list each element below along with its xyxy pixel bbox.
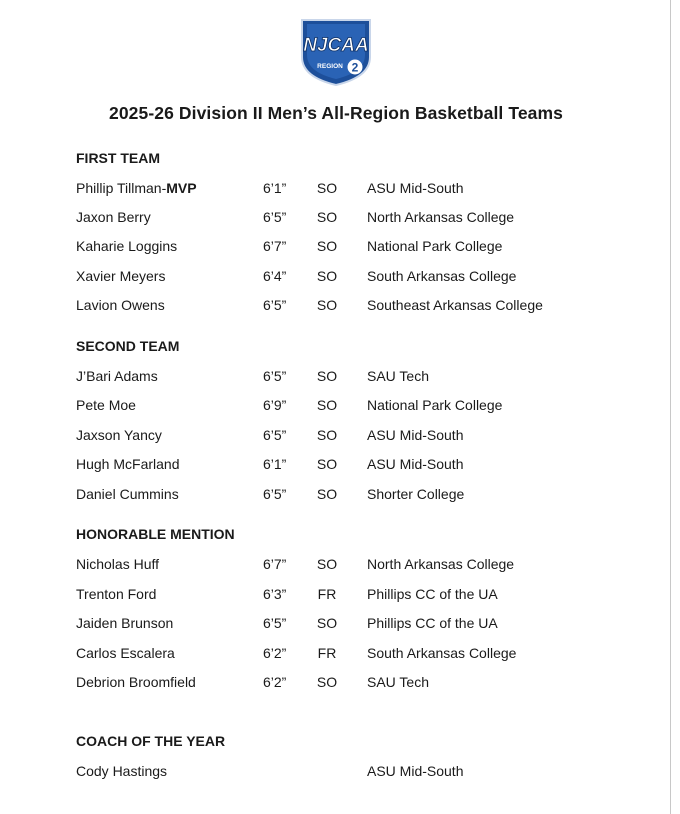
logo-region-number: 2: [351, 60, 359, 75]
mvp-label: MVP: [166, 180, 197, 196]
player-school: North Arkansas College: [367, 209, 515, 225]
player-class: FR: [317, 586, 337, 602]
player-school: ASU Mid-South: [367, 427, 464, 443]
njcaa-region-2-logo: [297, 17, 375, 87]
first-team-heading: FIRST TEAM: [76, 150, 160, 166]
player-school: ASU Mid-South: [367, 180, 464, 196]
player-name: Carlos Escalera: [76, 645, 175, 661]
honorable-mention-heading: HONORABLE MENTION: [76, 526, 235, 542]
player-height: 6’7”: [263, 238, 287, 254]
player-height: 6’5”: [263, 368, 287, 384]
player-height: 6’4”: [263, 268, 287, 284]
player-name: Daniel Cummins: [76, 486, 179, 502]
player-name: Jaiden Brunson: [76, 615, 174, 631]
first-team-row: [76, 297, 636, 317]
honorable-mention-row: [76, 586, 636, 606]
player-school: National Park College: [367, 238, 503, 254]
second-team-row: [76, 368, 636, 388]
second-team-row: [76, 427, 636, 447]
first-team-row: [76, 209, 636, 229]
player-name: Trenton Ford: [76, 586, 157, 602]
player-name: Lavion Owens: [76, 297, 165, 313]
player-school: Phillips CC of the UA: [367, 615, 498, 631]
honorable-mention-row: [76, 645, 636, 665]
coach-of-the-year-heading: COACH OF THE YEAR: [76, 733, 226, 749]
player-height: 6’5”: [263, 297, 287, 313]
player-school: North Arkansas College: [367, 556, 515, 572]
second-team-heading: SECOND TEAM: [76, 338, 180, 354]
player-height: 6’5”: [263, 615, 287, 631]
first-team-row: [76, 180, 636, 200]
player-school: Shorter College: [367, 486, 465, 502]
player-school: ASU Mid-South: [367, 456, 464, 472]
first-team-row: [76, 238, 636, 258]
player-class: SO: [316, 615, 338, 631]
player-class: SO: [316, 209, 338, 225]
logo-wordmark: NJCAA: [303, 35, 369, 56]
player-class: SO: [316, 674, 338, 690]
player-name: Debrion Broomfield: [76, 674, 196, 690]
honorable-mention-row: [76, 615, 636, 635]
coach-row: [76, 763, 636, 783]
player-name: Jaxson Yancy: [76, 427, 162, 443]
player-school: Southeast Arkansas College: [367, 297, 543, 313]
coach-name: Cody Hastings: [76, 763, 168, 779]
player-height: 6’7”: [263, 556, 287, 572]
player-height: 6’2”: [263, 645, 287, 661]
player-class: SO: [316, 486, 338, 502]
player-school: Phillips CC of the UA: [367, 586, 498, 602]
player-class: SO: [316, 297, 338, 313]
player-name: Phillip Tillman-MVP: [76, 180, 197, 196]
player-class: SO: [316, 397, 338, 413]
player-class: SO: [316, 368, 338, 384]
player-name: Xavier Meyers: [76, 268, 166, 284]
player-class: SO: [316, 238, 338, 254]
player-class: SO: [316, 180, 338, 196]
player-height: 6’3”: [263, 586, 287, 602]
player-name: Jaxon Berry: [76, 209, 151, 225]
player-height: 6’5”: [263, 486, 287, 502]
first-team-row: [76, 268, 636, 288]
player-school: National Park College: [367, 397, 503, 413]
player-class: SO: [316, 268, 338, 284]
player-height: 6’5”: [263, 427, 287, 443]
player-school: SAU Tech: [367, 368, 429, 384]
second-team-row: [76, 456, 636, 476]
player-name: Kaharie Loggins: [76, 238, 178, 254]
player-class: FR: [317, 645, 337, 661]
player-name: Pete Moe: [76, 397, 136, 413]
player-class: SO: [316, 427, 338, 443]
honorable-mention-row: [76, 674, 636, 694]
honorable-mention-row: [76, 556, 636, 576]
player-height: 6’5”: [263, 209, 287, 225]
player-height: 6’2”: [263, 674, 287, 690]
page-title: 2025-26 Division II Men’s All-Region Basketball Teams: [109, 103, 563, 123]
player-school: SAU Tech: [367, 674, 429, 690]
logo-region-label: REGION: [317, 63, 343, 70]
player-name: J’Bari Adams: [76, 368, 158, 384]
player-class: SO: [316, 556, 338, 572]
second-team-row: [76, 486, 636, 506]
player-school: South Arkansas College: [367, 645, 517, 661]
player-class: SO: [316, 456, 338, 472]
coach-school: ASU Mid-South: [367, 763, 464, 779]
player-height: 6’1”: [263, 456, 287, 472]
second-team-row: [76, 397, 636, 417]
player-height: 6’1”: [263, 180, 287, 196]
player-school: South Arkansas College: [367, 268, 517, 284]
player-height: 6’9”: [263, 397, 287, 413]
player-name: Nicholas Huff: [76, 556, 160, 572]
player-name: Hugh McFarland: [76, 456, 180, 472]
